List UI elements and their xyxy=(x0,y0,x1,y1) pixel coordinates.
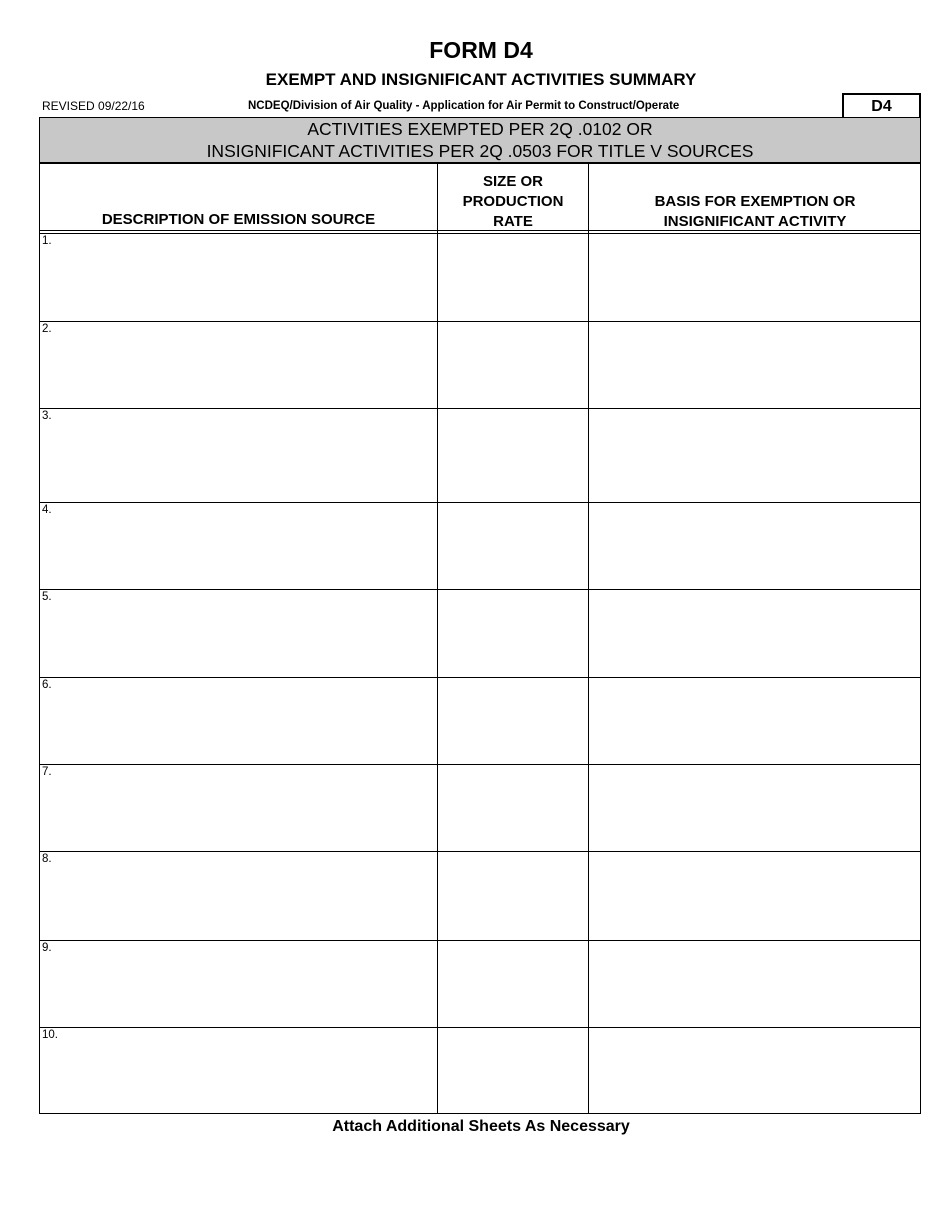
revision-date: REVISED 09/22/16 xyxy=(42,99,145,113)
description-cell[interactable] xyxy=(41,503,436,588)
section-header xyxy=(39,117,921,163)
description-cell[interactable] xyxy=(41,590,436,676)
row-number: 6. xyxy=(42,679,52,691)
basis-cell[interactable] xyxy=(589,941,921,1026)
basis-cell[interactable] xyxy=(589,765,921,850)
row-number: 9. xyxy=(42,942,52,954)
description-cell[interactable] xyxy=(41,765,436,850)
basis-cell[interactable] xyxy=(589,1028,921,1114)
size-cell[interactable] xyxy=(438,590,587,676)
size-cell[interactable] xyxy=(438,503,587,588)
basis-cell[interactable] xyxy=(589,678,921,763)
size-cell[interactable] xyxy=(438,322,587,407)
basis-cell[interactable] xyxy=(589,322,921,407)
column-header-basis: BASIS FOR EXEMPTION OR INSIGNIFICANT ACTIVITY xyxy=(654,193,856,230)
row-number: 3. xyxy=(42,410,52,422)
size-cell[interactable] xyxy=(438,765,587,850)
header-rule xyxy=(40,230,920,231)
row-number: 5. xyxy=(42,591,52,603)
description-cell[interactable] xyxy=(41,409,436,501)
column-header-size: SIZE OR PRODUCTION RATE xyxy=(462,173,564,230)
activities-table xyxy=(39,163,921,1114)
form-code-box: D4 xyxy=(842,93,921,120)
row-number: 2. xyxy=(42,323,52,335)
footer-note: Attach Additional Sheets As Necessary xyxy=(332,1118,630,1135)
row-number: 4. xyxy=(42,504,52,516)
size-cell[interactable] xyxy=(438,1028,587,1114)
basis-cell[interactable] xyxy=(589,503,921,588)
section-header-line-2: INSIGNIFICANT ACTIVITIES PER 2Q .0503 FOR TITLE V SOURCES xyxy=(206,141,754,161)
row-number: 1. xyxy=(42,235,52,247)
row-number: 10. xyxy=(42,1029,58,1041)
column-header-description: DESCRIPTION OF EMISSION SOURCE xyxy=(101,211,376,228)
description-cell[interactable] xyxy=(41,1028,436,1114)
size-cell[interactable] xyxy=(438,852,587,939)
size-cell[interactable] xyxy=(438,941,587,1026)
description-cell[interactable] xyxy=(41,941,436,1026)
size-cell[interactable] xyxy=(438,678,587,763)
basis-cell[interactable] xyxy=(589,852,921,939)
description-cell[interactable] xyxy=(41,234,436,320)
row-number: 8. xyxy=(42,853,52,865)
basis-cell[interactable] xyxy=(589,409,921,501)
description-cell[interactable] xyxy=(41,322,436,407)
form-subtitle: EXEMPT AND INSIGNIFICANT ACTIVITIES SUMMARY xyxy=(265,70,697,89)
basis-cell[interactable] xyxy=(589,590,921,676)
basis-cell[interactable] xyxy=(589,234,921,320)
row-number: 7. xyxy=(42,766,52,778)
size-cell[interactable] xyxy=(438,234,587,320)
description-cell[interactable] xyxy=(41,678,436,763)
size-cell[interactable] xyxy=(438,409,587,501)
form-title: FORM D4 xyxy=(429,37,533,63)
section-header-line-1: ACTIVITIES EXEMPTED PER 2Q .0102 OR xyxy=(307,119,653,139)
agency-line: NCDEQ/Division of Air Quality - Application for Air Permit to Construct/Operate xyxy=(248,100,680,112)
description-cell[interactable] xyxy=(41,852,436,939)
